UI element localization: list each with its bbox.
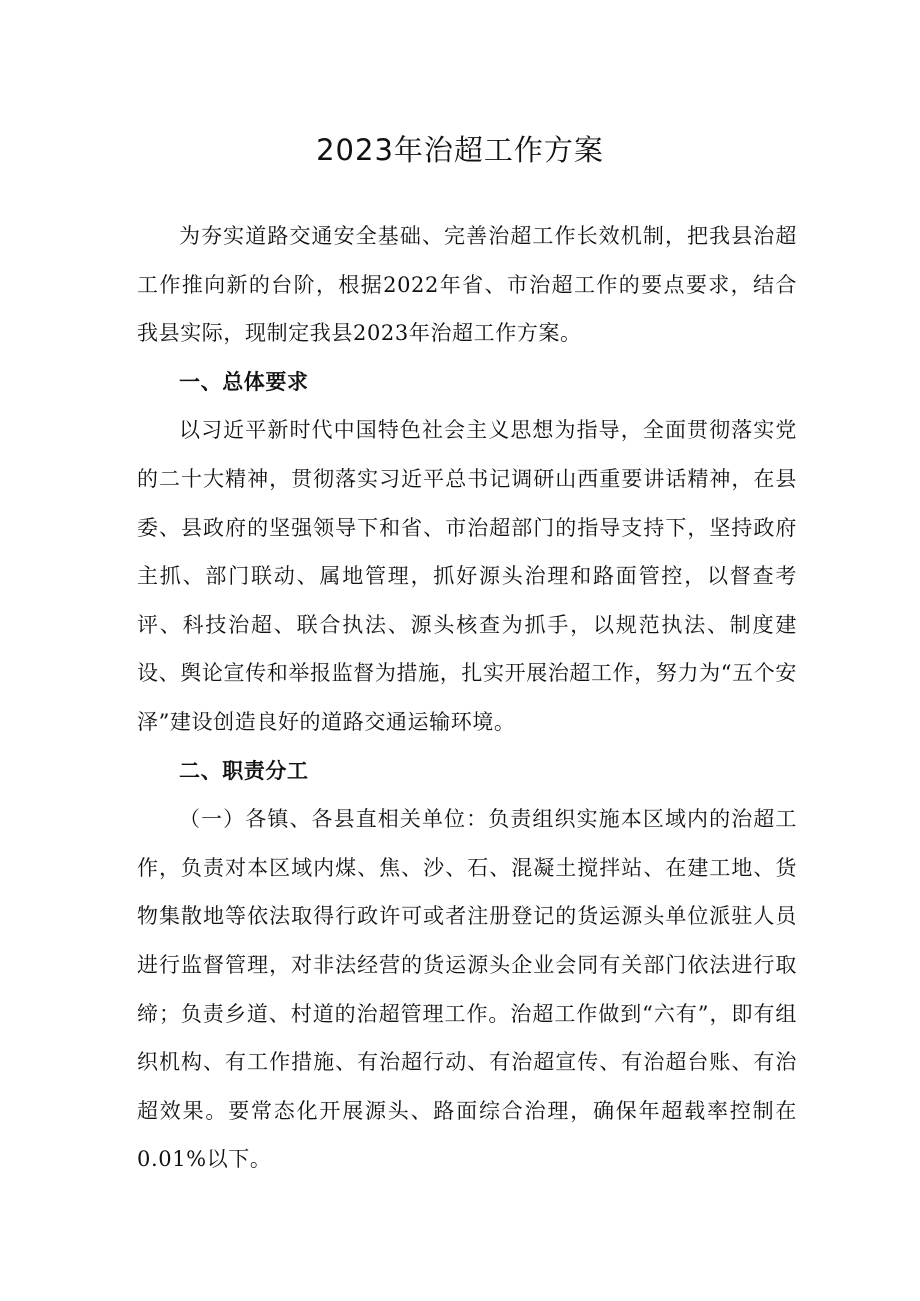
document-body [137, 212, 797, 1184]
section-heading-general-requirements: 一、总体要求 [179, 369, 309, 394]
intro-paragraph: 为夯实道路交通安全基础、完善治超工作长效机制，把我县治超工作推向新的台阶，根据2022年省、市治超工作的要点要求，结合我县实际，现制定我县2023年治超工作方案。 [137, 224, 797, 346]
general-requirements-paragraph: 以习近平新时代中国特色社会主义思想为指导，全面贯彻落实党的二十大精神，贯彻落实习近平总书记调研山西重要讲话精神，在县委、县政府的坚强领导下和省、市治超部门的指导支持下，坚持政府主抓、部门联动、属地管理，抓好源头治理和路面管控，以督查考评、科技治超、联合执法、源头核查为抓手，以规范执法、制度建设、舆论宣传和举报监督为措施，扎实开展治超工作，努力为“五个安泽”建设创造良好的道路交通运输环境。 [137, 418, 797, 734]
document-title: 2023年治超工作方案 [316, 133, 604, 167]
section-heading-responsibilities: 二、职责分工 [179, 758, 309, 783]
responsibilities-item-1-paragraph: （一）各镇、各县直相关单位：负责组织实施本区域内的治超工作，负责对本区域内煤、焦、沙、石、混凝土搅拌站、在建工地、货物集散地等依法取得行政许可或者注册登记的货运源头单位派驻人员进行监督管理，对非法经营的货运源头企业会同有关部门依法进行取缔；负责乡道、村道的治超管理工作。治超工作做到“六有”，即有组织机构、有工作措施、有治超行动、有治超宣传、有治超台账、有治超效果。要常态化开展源头、路面综合治理，确保年超载率控制在0.01%以下。 [137, 807, 797, 1172]
